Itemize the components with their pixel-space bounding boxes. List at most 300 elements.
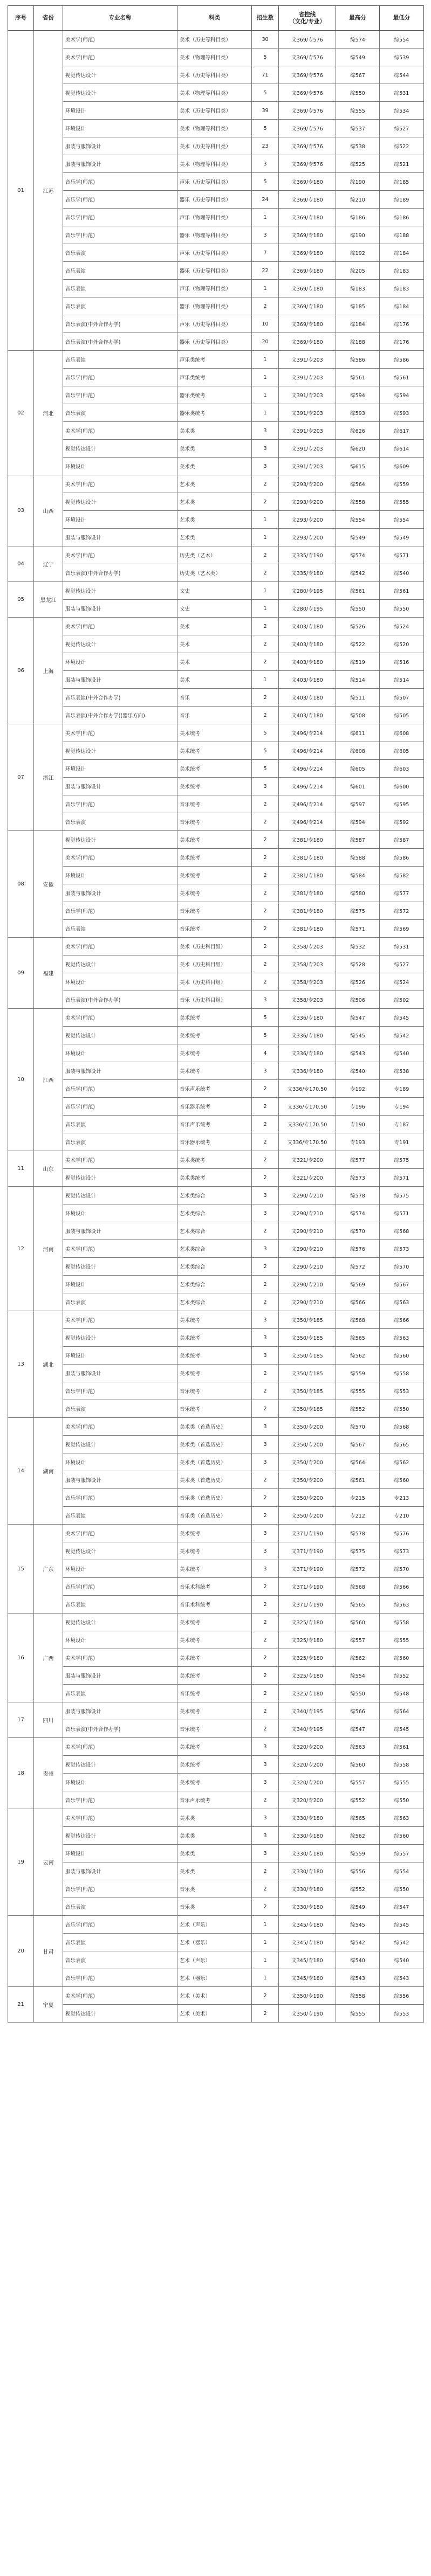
table-row bbox=[8, 404, 424, 422]
min-score-cell: 综553 bbox=[380, 1382, 424, 1400]
quota-cell: 1 bbox=[252, 369, 279, 386]
table-row bbox=[8, 1382, 424, 1400]
table-row bbox=[8, 1756, 424, 1774]
province-cell: 贵州 bbox=[34, 1738, 63, 1809]
max-score-cell: 综542 bbox=[336, 1934, 380, 1951]
cutoff-cell: 文350/专185 bbox=[279, 1382, 336, 1400]
quota-cell: 5 bbox=[252, 49, 279, 66]
min-score-cell: 综572 bbox=[380, 902, 424, 920]
max-score-cell: 综183 bbox=[336, 280, 380, 297]
min-score-cell: 综540 bbox=[380, 1951, 424, 1969]
subject-cell: 美术（物理等科目类） bbox=[177, 84, 252, 102]
table-row bbox=[8, 1329, 424, 1347]
quota-cell: 3 bbox=[252, 1418, 279, 1436]
max-score-cell: 综584 bbox=[336, 867, 380, 884]
header-major: 专业名称 bbox=[63, 6, 177, 31]
min-score-cell: 综563 bbox=[380, 1809, 424, 1827]
cutoff-cell: 文371/专190 bbox=[279, 1578, 336, 1596]
quota-cell: 2 bbox=[252, 938, 279, 955]
quota-cell: 2 bbox=[252, 849, 279, 867]
quota-cell: 2 bbox=[252, 2005, 279, 2023]
max-score-cell: 综561 bbox=[336, 369, 380, 386]
cutoff-cell: 文496/专214 bbox=[279, 778, 336, 795]
major-cell: 音乐表演 bbox=[63, 1934, 177, 1951]
table-row bbox=[8, 938, 424, 955]
quota-cell: 3 bbox=[252, 1204, 279, 1222]
table-row bbox=[8, 1738, 424, 1756]
table-row bbox=[8, 1400, 424, 1418]
cutoff-cell: 文358/专203 bbox=[279, 955, 336, 973]
table-row bbox=[8, 707, 424, 724]
major-cell: 服装与服饰设计 bbox=[63, 1862, 177, 1880]
subject-cell: 美术统考 bbox=[177, 742, 252, 760]
subject-cell: 艺术（器乐） bbox=[177, 1969, 252, 1987]
min-score-cell: 综183 bbox=[380, 262, 424, 280]
min-score-cell: 综553 bbox=[380, 2005, 424, 2023]
header-cutoff-line1: 省控线 bbox=[298, 11, 316, 18]
subject-cell: 音乐统考 bbox=[177, 1382, 252, 1400]
subject-cell: 音乐声乐统考 bbox=[177, 1116, 252, 1133]
cutoff-cell: 文350/专185 bbox=[279, 1311, 336, 1329]
cutoff-cell: 文293/专200 bbox=[279, 511, 336, 529]
min-score-cell: 综586 bbox=[380, 849, 424, 867]
cutoff-cell: 文371/专190 bbox=[279, 1525, 336, 1542]
cutoff-cell: 文496/专214 bbox=[279, 813, 336, 831]
major-cell: 音乐表演 bbox=[63, 1133, 177, 1151]
max-score-cell: 综575 bbox=[336, 902, 380, 920]
quota-cell: 2 bbox=[252, 1276, 279, 1293]
table-row bbox=[8, 1151, 424, 1169]
table-row bbox=[8, 49, 424, 66]
cutoff-cell: 文358/专203 bbox=[279, 938, 336, 955]
table-row bbox=[8, 173, 424, 191]
cutoff-cell: 文403/专180 bbox=[279, 707, 336, 724]
max-score-cell: 综568 bbox=[336, 1311, 380, 1329]
cutoff-cell: 文325/专180 bbox=[279, 1614, 336, 1631]
major-cell: 音乐学(师范) bbox=[63, 369, 177, 386]
major-cell: 服装与服饰设计 bbox=[63, 884, 177, 902]
max-score-cell: 综561 bbox=[336, 1471, 380, 1489]
table-row bbox=[8, 1044, 424, 1062]
seq-cell: 02 bbox=[8, 351, 34, 475]
max-score-cell: 综537 bbox=[336, 120, 380, 137]
subject-cell: 美术类 bbox=[177, 422, 252, 440]
major-cell: 音乐学(师范) bbox=[63, 226, 177, 244]
subject-cell: 器乐（物理等科目类） bbox=[177, 297, 252, 315]
max-score-cell: 专190 bbox=[336, 1116, 380, 1133]
cutoff-cell: 文321/专200 bbox=[279, 1169, 336, 1187]
quota-cell: 1 bbox=[252, 1951, 279, 1969]
major-cell: 环境设计 bbox=[63, 1204, 177, 1222]
table-row bbox=[8, 1169, 424, 1187]
major-cell: 美术学(师范) bbox=[63, 1649, 177, 1667]
cutoff-cell: 文335/专190 bbox=[279, 546, 336, 564]
subject-cell: 音乐统考 bbox=[177, 813, 252, 831]
major-cell: 美术学(师范) bbox=[63, 1151, 177, 1169]
major-cell: 音乐学(师范) bbox=[63, 795, 177, 813]
cutoff-cell: 文325/专180 bbox=[279, 1649, 336, 1667]
max-score-cell: 综566 bbox=[336, 1702, 380, 1720]
min-score-cell: 综567 bbox=[380, 1276, 424, 1293]
min-score-cell: 综521 bbox=[380, 155, 424, 173]
major-cell: 服装与服饰设计 bbox=[63, 778, 177, 795]
subject-cell: 美术统考 bbox=[177, 831, 252, 849]
max-score-cell: 综549 bbox=[336, 529, 380, 546]
quota-cell: 2 bbox=[252, 831, 279, 849]
table-row bbox=[8, 280, 424, 297]
min-score-cell: 综538 bbox=[380, 1062, 424, 1080]
min-score-cell: 综570 bbox=[380, 1560, 424, 1578]
min-score-cell: 综545 bbox=[380, 1916, 424, 1934]
min-score-cell: 综568 bbox=[380, 1418, 424, 1436]
min-score-cell: 专194 bbox=[380, 1098, 424, 1116]
subject-cell: 音乐（历史科目组） bbox=[177, 991, 252, 1009]
max-score-cell: 综540 bbox=[336, 1062, 380, 1080]
major-cell: 视觉传达设计 bbox=[63, 66, 177, 84]
major-cell: 服装与服饰设计 bbox=[63, 1222, 177, 1240]
subject-cell: 声乐（物理等科目类） bbox=[177, 280, 252, 297]
table-row bbox=[8, 1934, 424, 1951]
quota-cell: 2 bbox=[252, 955, 279, 973]
province-cell: 湖北 bbox=[34, 1311, 63, 1418]
major-cell: 音乐表演(中外合作办学)(器乐方向) bbox=[63, 707, 177, 724]
max-score-cell: 综525 bbox=[336, 155, 380, 173]
subject-cell: 美术统考 bbox=[177, 1774, 252, 1791]
major-cell: 环境设计 bbox=[63, 653, 177, 671]
subject-cell: 美术统考 bbox=[177, 760, 252, 778]
quota-cell: 2 bbox=[252, 546, 279, 564]
table-row bbox=[8, 1809, 424, 1827]
subject-cell: 美术类 bbox=[177, 458, 252, 475]
cutoff-cell: 文330/专180 bbox=[279, 1827, 336, 1845]
cutoff-cell: 文381/专180 bbox=[279, 867, 336, 884]
table-row bbox=[8, 511, 424, 529]
subject-cell: 艺术（美术） bbox=[177, 2005, 252, 2023]
min-score-cell: 综573 bbox=[380, 1240, 424, 1258]
min-score-cell: 综557 bbox=[380, 1845, 424, 1862]
table-row bbox=[8, 31, 424, 49]
subject-cell: 音乐声乐统考 bbox=[177, 1080, 252, 1098]
quota-cell: 22 bbox=[252, 262, 279, 280]
quota-cell: 5 bbox=[252, 1009, 279, 1027]
subject-cell: 美术 bbox=[177, 653, 252, 671]
subject-cell: 音乐类 bbox=[177, 1880, 252, 1898]
min-score-cell: 综543 bbox=[380, 1969, 424, 1987]
quota-cell: 2 bbox=[252, 493, 279, 511]
min-score-cell: 综176 bbox=[380, 315, 424, 333]
table-row bbox=[8, 333, 424, 351]
quota-cell: 2 bbox=[252, 867, 279, 884]
quota-cell: 5 bbox=[252, 760, 279, 778]
quota-cell: 2 bbox=[252, 1720, 279, 1738]
subject-cell: 艺术（美术） bbox=[177, 1987, 252, 2005]
quota-cell: 3 bbox=[252, 1845, 279, 1862]
major-cell: 音乐表演 bbox=[63, 1596, 177, 1614]
quota-cell: 1 bbox=[252, 600, 279, 618]
min-score-cell: 综614 bbox=[380, 440, 424, 458]
subject-cell: 声乐（历史等科目类） bbox=[177, 173, 252, 191]
major-cell: 音乐表演 bbox=[63, 351, 177, 369]
max-score-cell: 综594 bbox=[336, 813, 380, 831]
min-score-cell: 综577 bbox=[380, 884, 424, 902]
cutoff-cell: 文350/专190 bbox=[279, 1987, 336, 2005]
max-score-cell: 综565 bbox=[336, 1809, 380, 1827]
table-row bbox=[8, 1880, 424, 1898]
province-cell: 安徽 bbox=[34, 831, 63, 938]
subject-cell: 美术统考 bbox=[177, 867, 252, 884]
quota-cell: 2 bbox=[252, 1649, 279, 1667]
quota-cell: 1 bbox=[252, 1934, 279, 1951]
table-row bbox=[8, 1969, 424, 1987]
min-score-cell: 综183 bbox=[380, 280, 424, 297]
min-score-cell: 综540 bbox=[380, 564, 424, 582]
table-row bbox=[8, 315, 424, 333]
max-score-cell: 综552 bbox=[336, 1400, 380, 1418]
min-score-cell: 综593 bbox=[380, 404, 424, 422]
subject-cell: 音乐器乐统考 bbox=[177, 1098, 252, 1116]
quota-cell: 3 bbox=[252, 422, 279, 440]
min-score-cell: 综550 bbox=[380, 1880, 424, 1898]
quota-cell: 2 bbox=[252, 635, 279, 653]
seq-cell: 15 bbox=[8, 1525, 34, 1614]
province-cell: 辽宁 bbox=[34, 546, 63, 582]
major-cell: 美术学(师范) bbox=[63, 49, 177, 66]
min-score-cell: 综520 bbox=[380, 635, 424, 653]
subject-cell: 器乐（历史等科目类） bbox=[177, 333, 252, 351]
max-score-cell: 综572 bbox=[336, 1258, 380, 1276]
max-score-cell: 综558 bbox=[336, 493, 380, 511]
header-subject: 科类 bbox=[177, 6, 252, 31]
max-score-cell: 综574 bbox=[336, 546, 380, 564]
major-cell: 美术学(师范) bbox=[63, 1311, 177, 1329]
major-cell: 视觉传达设计 bbox=[63, 1027, 177, 1044]
max-score-cell: 综563 bbox=[336, 1738, 380, 1756]
cutoff-cell: 文371/专190 bbox=[279, 1542, 336, 1560]
min-score-cell: 综547 bbox=[380, 1898, 424, 1916]
table-row bbox=[8, 191, 424, 209]
quota-cell: 3 bbox=[252, 1240, 279, 1258]
table-row bbox=[8, 1720, 424, 1738]
table-row bbox=[8, 1774, 424, 1791]
cutoff-cell: 文350/专190 bbox=[279, 2005, 336, 2023]
major-cell: 音乐表演 bbox=[63, 1898, 177, 1916]
major-cell: 美术学(师范) bbox=[63, 1738, 177, 1756]
subject-cell: 艺术（声乐） bbox=[177, 1951, 252, 1969]
major-cell: 音乐学(师范) bbox=[63, 902, 177, 920]
max-score-cell: 综547 bbox=[336, 1009, 380, 1027]
major-cell: 音乐表演 bbox=[63, 404, 177, 422]
min-score-cell: 综562 bbox=[380, 1453, 424, 1471]
min-score-cell: 综550 bbox=[380, 600, 424, 618]
quota-cell: 2 bbox=[252, 1685, 279, 1702]
cutoff-cell: 文350/专185 bbox=[279, 1347, 336, 1365]
major-cell: 服装与服饰设计 bbox=[63, 529, 177, 546]
table-row bbox=[8, 369, 424, 386]
quota-cell: 2 bbox=[252, 1667, 279, 1685]
max-score-cell: 综549 bbox=[336, 1898, 380, 1916]
cutoff-cell: 文325/专180 bbox=[279, 1685, 336, 1702]
min-score-cell: 综554 bbox=[380, 1862, 424, 1880]
seq-cell: 11 bbox=[8, 1151, 34, 1187]
cutoff-cell: 文350/专185 bbox=[279, 1365, 336, 1382]
max-score-cell: 综538 bbox=[336, 137, 380, 155]
header-cutoff bbox=[279, 6, 336, 31]
major-cell: 服装与服饰设计 bbox=[63, 1365, 177, 1382]
seq-cell: 03 bbox=[8, 475, 34, 546]
max-score-cell: 综532 bbox=[336, 938, 380, 955]
major-cell: 音乐表演 bbox=[63, 297, 177, 315]
subject-cell: 美术统考 bbox=[177, 1756, 252, 1774]
min-score-cell: 综569 bbox=[380, 920, 424, 938]
major-cell: 音乐学(师范) bbox=[63, 1916, 177, 1934]
table-row bbox=[8, 813, 424, 831]
cutoff-cell: 文391/专203 bbox=[279, 440, 336, 458]
cutoff-cell: 文369/专576 bbox=[279, 49, 336, 66]
table-row bbox=[8, 1258, 424, 1276]
major-cell: 美术学(师范) bbox=[63, 31, 177, 49]
min-score-cell: 综185 bbox=[380, 173, 424, 191]
header-quota: 招生数 bbox=[252, 6, 279, 31]
subject-cell: 美术类（首选历史） bbox=[177, 1418, 252, 1436]
quota-cell: 3 bbox=[252, 226, 279, 244]
table-row bbox=[8, 760, 424, 778]
quota-cell: 2 bbox=[252, 1489, 279, 1507]
province-cell: 江西 bbox=[34, 1009, 63, 1151]
cutoff-cell: 文391/专203 bbox=[279, 351, 336, 369]
max-score-cell: 综569 bbox=[336, 1276, 380, 1293]
quota-cell: 2 bbox=[252, 920, 279, 938]
max-score-cell: 综543 bbox=[336, 1044, 380, 1062]
major-cell: 环境设计 bbox=[63, 120, 177, 137]
table-row bbox=[8, 1027, 424, 1044]
min-score-cell: 综560 bbox=[380, 1827, 424, 1845]
subject-cell: 器乐类统考 bbox=[177, 404, 252, 422]
major-cell: 环境设计 bbox=[63, 760, 177, 778]
subject-cell: 音乐类（首选历史） bbox=[177, 1489, 252, 1507]
max-score-cell: 综550 bbox=[336, 1685, 380, 1702]
min-score-cell: 综531 bbox=[380, 938, 424, 955]
major-cell: 视觉传达设计 bbox=[63, 635, 177, 653]
max-score-cell: 综611 bbox=[336, 724, 380, 742]
subject-cell: 美术统考 bbox=[177, 1649, 252, 1667]
max-score-cell: 综558 bbox=[336, 1987, 380, 2005]
table-row bbox=[8, 1862, 424, 1880]
major-cell: 服装与服饰设计 bbox=[63, 600, 177, 618]
max-score-cell: 综205 bbox=[336, 262, 380, 280]
subject-cell: 声乐（历史等科目类） bbox=[177, 315, 252, 333]
subject-cell: 音乐统考 bbox=[177, 1720, 252, 1738]
cutoff-cell: 文369/专576 bbox=[279, 84, 336, 102]
min-score-cell: 综184 bbox=[380, 297, 424, 315]
cutoff-cell: 文325/专180 bbox=[279, 1667, 336, 1685]
cutoff-cell: 文336/专180 bbox=[279, 1027, 336, 1044]
max-score-cell: 综580 bbox=[336, 884, 380, 902]
seq-cell: 12 bbox=[8, 1187, 34, 1311]
quota-cell: 5 bbox=[252, 84, 279, 102]
max-score-cell: 综597 bbox=[336, 795, 380, 813]
subject-cell: 美术（物理等科目类） bbox=[177, 155, 252, 173]
max-score-cell: 综556 bbox=[336, 1862, 380, 1880]
subject-cell: 美术统考 bbox=[177, 1631, 252, 1649]
cutoff-cell: 文320/专200 bbox=[279, 1738, 336, 1756]
table-row bbox=[8, 1951, 424, 1969]
min-score-cell: 综514 bbox=[380, 671, 424, 689]
cutoff-cell: 文336/专180 bbox=[279, 1009, 336, 1027]
min-score-cell: 综507 bbox=[380, 689, 424, 707]
table-row bbox=[8, 1667, 424, 1685]
min-score-cell: 专210 bbox=[380, 1507, 424, 1525]
min-score-cell: 专213 bbox=[380, 1489, 424, 1507]
max-score-cell: 综508 bbox=[336, 707, 380, 724]
major-cell: 音乐学(师范) bbox=[63, 191, 177, 209]
max-score-cell: 综555 bbox=[336, 1382, 380, 1400]
min-score-cell: 综605 bbox=[380, 742, 424, 760]
min-score-cell: 综571 bbox=[380, 1204, 424, 1222]
cutoff-cell: 文403/专180 bbox=[279, 635, 336, 653]
max-score-cell: 综565 bbox=[336, 1329, 380, 1347]
cutoff-cell: 文330/专180 bbox=[279, 1862, 336, 1880]
max-score-cell: 综184 bbox=[336, 315, 380, 333]
header-max: 最高分 bbox=[336, 6, 380, 31]
quota-cell: 2 bbox=[252, 1578, 279, 1596]
max-score-cell: 综570 bbox=[336, 1222, 380, 1240]
max-score-cell: 综554 bbox=[336, 1667, 380, 1685]
province-cell: 江苏 bbox=[34, 31, 63, 351]
max-score-cell: 综559 bbox=[336, 1365, 380, 1382]
cutoff-cell: 文358/专203 bbox=[279, 991, 336, 1009]
subject-cell: 美术统考 bbox=[177, 1347, 252, 1365]
max-score-cell: 综562 bbox=[336, 1827, 380, 1845]
quota-cell: 1 bbox=[252, 529, 279, 546]
major-cell: 美术学(师范) bbox=[63, 422, 177, 440]
table-row bbox=[8, 1311, 424, 1329]
major-cell: 音乐学(师范) bbox=[63, 1098, 177, 1116]
subject-cell: 艺术类 bbox=[177, 511, 252, 529]
min-score-cell: 综563 bbox=[380, 1596, 424, 1614]
max-score-cell: 综555 bbox=[336, 102, 380, 120]
quota-cell: 2 bbox=[252, 689, 279, 707]
table-row bbox=[8, 1204, 424, 1222]
major-cell: 视觉传达设计 bbox=[63, 1329, 177, 1347]
max-score-cell: 综565 bbox=[336, 1596, 380, 1614]
quota-cell: 71 bbox=[252, 66, 279, 84]
subject-cell: 美术统考 bbox=[177, 1365, 252, 1382]
min-score-cell: 专187 bbox=[380, 1116, 424, 1133]
min-score-cell: 综548 bbox=[380, 1685, 424, 1702]
cutoff-cell: 文369/专576 bbox=[279, 102, 336, 120]
cutoff-cell: 文369/专576 bbox=[279, 66, 336, 84]
max-score-cell: 综522 bbox=[336, 635, 380, 653]
cutoff-cell: 文330/专180 bbox=[279, 1898, 336, 1916]
subject-cell: 美术类 bbox=[177, 1827, 252, 1845]
table-row bbox=[8, 1436, 424, 1453]
max-score-cell: 综192 bbox=[336, 244, 380, 262]
major-cell: 音乐学(师范) bbox=[63, 1880, 177, 1898]
major-cell: 环境设计 bbox=[63, 973, 177, 991]
cutoff-cell: 文290/专210 bbox=[279, 1276, 336, 1293]
major-cell: 美术学(师范) bbox=[63, 1987, 177, 2005]
min-score-cell: 综522 bbox=[380, 137, 424, 155]
major-cell: 美术学(师范) bbox=[63, 1525, 177, 1542]
major-cell: 音乐学(师范) bbox=[63, 1969, 177, 1987]
subject-cell: 美术统考 bbox=[177, 1614, 252, 1631]
quota-cell: 5 bbox=[252, 120, 279, 137]
subject-cell: 艺术类综合 bbox=[177, 1258, 252, 1276]
quota-cell: 2 bbox=[252, 1631, 279, 1649]
min-score-cell: 综554 bbox=[380, 31, 424, 49]
quota-cell: 3 bbox=[252, 1062, 279, 1080]
table-row bbox=[8, 564, 424, 582]
